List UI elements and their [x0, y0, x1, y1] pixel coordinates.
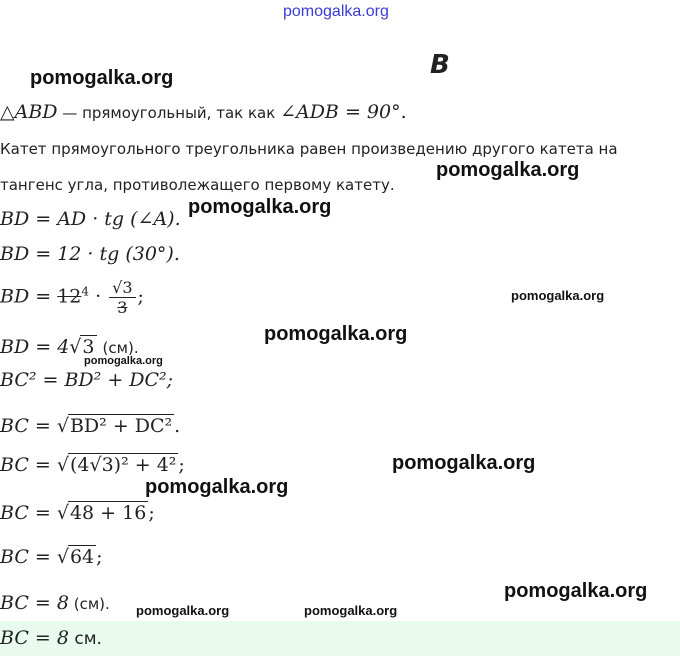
fraction-denominator: 3	[117, 298, 128, 318]
radicand	[68, 453, 178, 477]
step-bc-root	[0, 414, 180, 438]
watermark: pomogalka.org	[504, 580, 648, 602]
radicand-tail: ² + 4²	[121, 454, 177, 476]
step-pythagoras	[0, 369, 173, 392]
radicand: 3	[82, 336, 95, 358]
intro-text: — прямоугольный, так как	[57, 104, 281, 122]
step-bd-formula	[0, 208, 181, 231]
step-end: ;	[96, 546, 103, 568]
step-end: .	[174, 415, 181, 437]
watermark: pomogalka.org	[145, 476, 289, 498]
watermark: pomogalka.org	[436, 159, 580, 181]
step-bd-substitution	[0, 243, 180, 266]
step-bc-sum	[0, 501, 155, 525]
radicand-inner: (4√3)	[69, 454, 122, 476]
theorem-line-2: тангенс угла, противолежащего первому катету.	[0, 176, 395, 194]
theorem-line-1: Катет прямоугольного треугольника равен произведению другого катета на	[0, 140, 618, 158]
unit: (см).	[68, 595, 110, 613]
intro-line	[0, 101, 407, 124]
answer-box	[0, 621, 680, 656]
radicand: 48 + 16	[69, 502, 147, 524]
step-lhs: BD = 4	[0, 336, 70, 358]
answer-text: BC = 8	[0, 627, 69, 649]
watermark: pomogalka.org	[136, 603, 230, 618]
fraction	[109, 278, 135, 317]
watermark: pomogalka.org	[304, 603, 398, 618]
step-bc-64	[0, 545, 103, 569]
step-lhs: BC = √	[0, 546, 69, 568]
step-text: BD = 12 · tg (30°).	[0, 243, 180, 265]
step-end: ;	[137, 285, 144, 308]
radicand: BD² + DC²	[69, 415, 173, 437]
struck-number: 12	[57, 285, 82, 308]
step-bd-result: BD = 4√3 (см).	[0, 336, 139, 358]
section-letter: В	[430, 50, 450, 80]
step-lhs: BC = √	[0, 454, 69, 476]
answer-line	[0, 627, 102, 650]
reduced-number: 4	[81, 284, 90, 299]
watermark: pomogalka.org	[30, 67, 174, 89]
watermark-top[interactable]: pomogalka.org	[283, 3, 389, 20]
step-bc-substitution	[0, 453, 185, 477]
watermark: pomogalka.org	[264, 323, 408, 345]
watermark: pomogalka.org	[511, 288, 605, 303]
watermark: pomogalka.org	[84, 355, 163, 367]
step-lhs: BC = √	[0, 415, 69, 437]
intro-end: .	[400, 101, 407, 123]
step-text: BC² = BD² + DC²;	[0, 369, 174, 391]
step-lhs: BC = √	[0, 502, 69, 524]
fraction-numerator: √3	[109, 278, 135, 298]
answer-unit: см.	[68, 629, 102, 649]
step-bc-result	[0, 592, 110, 615]
step-lhs: BD =	[0, 285, 58, 308]
unit: (см).	[102, 339, 139, 357]
step-end: ;	[148, 502, 155, 524]
triangle-label: △ABD	[0, 101, 58, 123]
step-end: ;	[178, 454, 185, 476]
watermark: pomogalka.org	[392, 452, 536, 474]
radicand: 64	[69, 546, 95, 568]
angle-label: ∠ADB = 90°	[280, 101, 401, 123]
watermark: pomogalka.org	[188, 196, 332, 218]
step-text: BC = 8	[0, 592, 69, 614]
step-text: BD = AD · tg (∠A).	[0, 208, 181, 230]
step-bd-fraction: BD = $12^4$ · $\frac{√3}{3}$ ;	[0, 278, 144, 318]
